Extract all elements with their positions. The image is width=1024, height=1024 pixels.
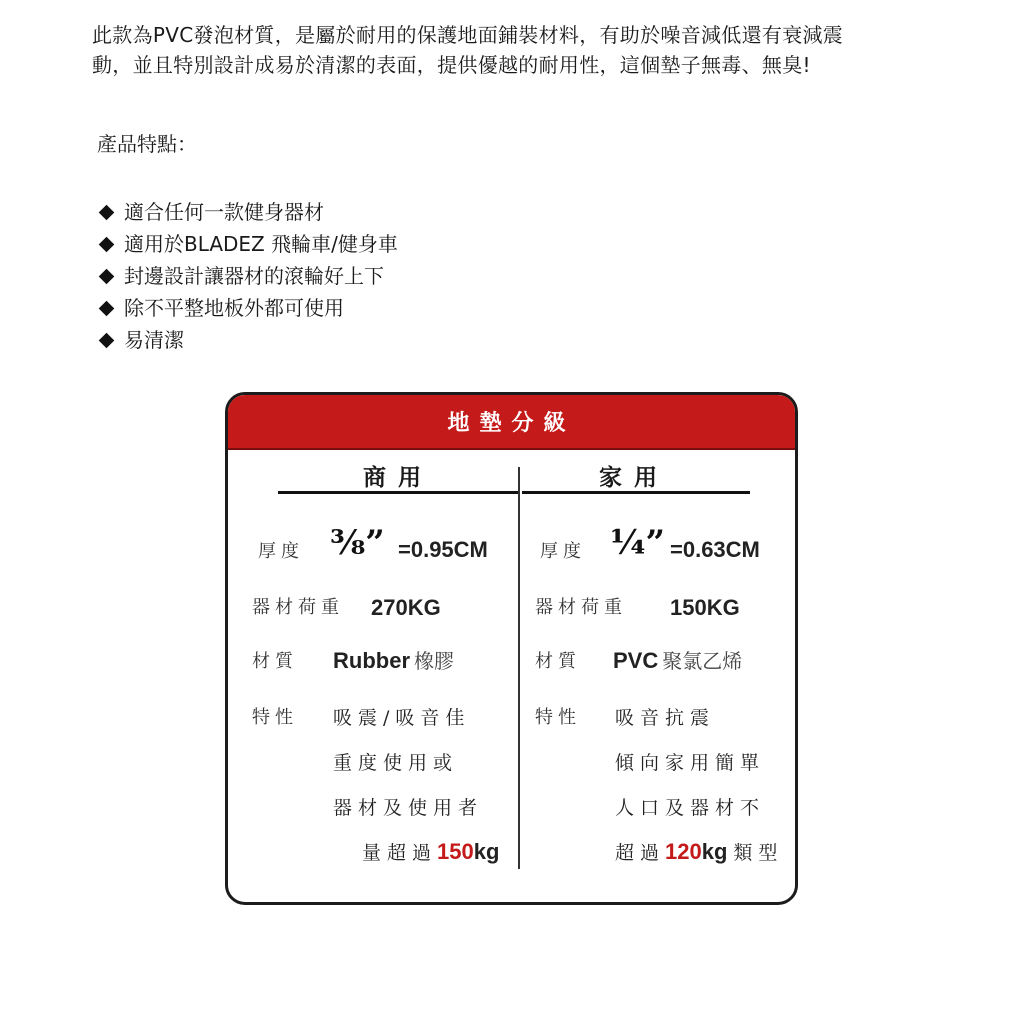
home-underline xyxy=(522,491,750,494)
mat-grade-card xyxy=(225,392,798,905)
list-item: 易清潔 xyxy=(98,324,398,356)
commercial-feature-line-1: 吸震/吸音佳 xyxy=(333,707,471,729)
commercial-material-label: 材質 xyxy=(252,651,298,672)
commercial-feature-line-3: 器材及使用者 xyxy=(333,797,484,819)
home-material-label: 材質 xyxy=(535,651,581,672)
commercial-feature-label: 特性 xyxy=(252,707,298,728)
commercial-underline xyxy=(278,491,518,494)
commercial-load-value: 270KG xyxy=(371,595,441,620)
intro-line-2: 動，並且特別設計成易於清潔的表面，提供優越的耐用性，這個墊子無毒、無臭! xyxy=(92,53,811,77)
home-feature-line-4: 超過120kg 類型 xyxy=(615,839,784,864)
commercial-title: 商用 xyxy=(363,464,433,491)
home-feature-line-1: 吸音抗震 xyxy=(615,707,716,729)
commercial-feature-line-4: 量超過150kg xyxy=(362,839,500,864)
commercial-weight-limit: 150 xyxy=(437,839,474,864)
features-title: 產品特點： xyxy=(97,132,197,156)
list-item: 封邊設計讓器材的滾輪好上下 xyxy=(98,260,398,292)
commercial-thickness-label: 厚度 xyxy=(258,541,304,562)
home-material-cn: 聚氯乙烯 xyxy=(662,649,743,673)
home-thickness-fraction: ¼” xyxy=(610,523,666,563)
home-load-value: 150KG xyxy=(670,595,740,620)
features-list xyxy=(98,196,398,356)
home-load-label: 器材荷重 xyxy=(535,597,627,618)
commercial-material: Rubber 橡膠 xyxy=(333,648,454,673)
home-weight-limit: 120 xyxy=(665,839,702,864)
home-thickness-label: 厚度 xyxy=(540,541,586,562)
intro-line-1: 此款為PVC發泡材質，是屬於耐用的保護地面鋪裝材料，有助於噪音減低還有衰減震 xyxy=(92,23,844,47)
diamond-bullet-icon xyxy=(99,268,115,284)
home-feature-line-3: 人口及器材不 xyxy=(615,797,766,819)
home-title: 家用 xyxy=(599,464,669,491)
commercial-material-cn: 橡膠 xyxy=(414,649,454,673)
diamond-bullet-icon xyxy=(99,204,115,220)
commercial-load-label: 器材荷重 xyxy=(252,597,344,618)
list-item: 適用於BLADEZ 飛輪車/健身車 xyxy=(98,228,398,260)
home-thickness-value: =0.63CM xyxy=(670,537,760,562)
commercial-feature-line-2: 重度使用或 xyxy=(333,752,459,774)
commercial-thickness-fraction: ⅜” xyxy=(330,523,385,563)
home-feature-line-2: 傾向家用簡單 xyxy=(615,752,766,774)
home-feature-label: 特性 xyxy=(535,707,581,728)
list-item: 除不平整地板外都可使用 xyxy=(98,292,398,324)
home-material: PVC 聚氯乙烯 xyxy=(613,648,743,673)
card-header: 地墊分級 xyxy=(228,395,795,450)
list-item: 適合任何一款健身器材 xyxy=(98,196,398,228)
diamond-bullet-icon xyxy=(99,300,115,316)
commercial-thickness-value: =0.95CM xyxy=(398,537,488,562)
column-divider xyxy=(518,467,520,869)
diamond-bullet-icon xyxy=(99,236,115,252)
intro-text xyxy=(92,20,952,80)
diamond-bullet-icon xyxy=(99,332,115,348)
